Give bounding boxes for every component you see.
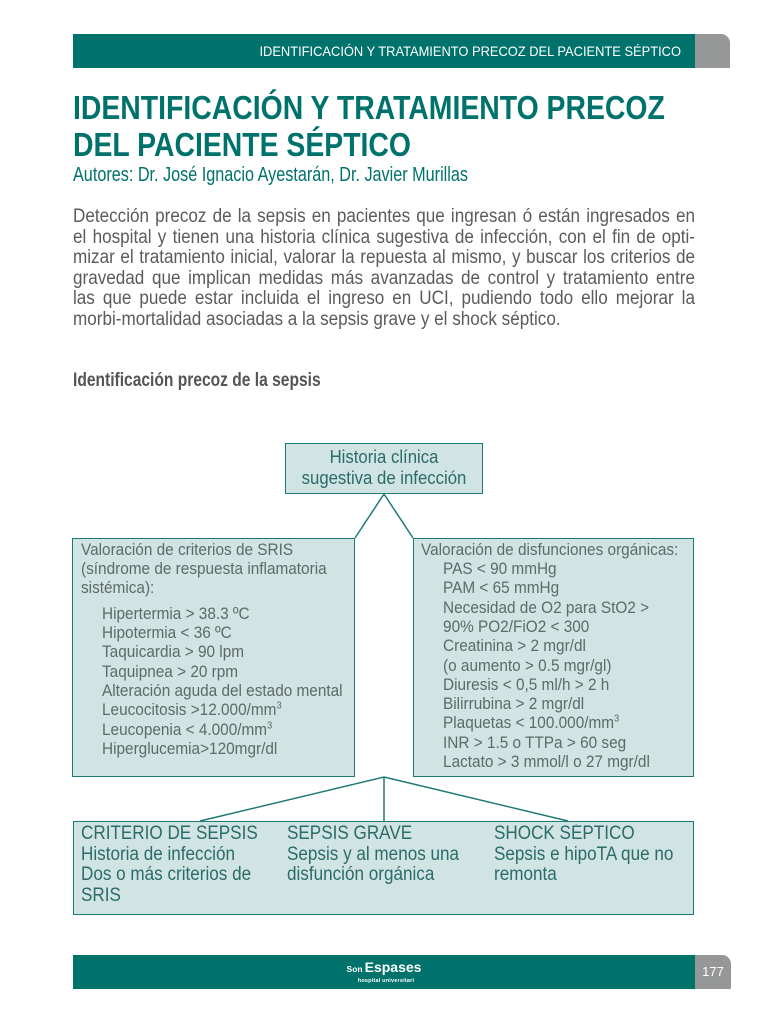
paragraph-line: Detección precoz de la sepsis en pacientes que ingresan ó están ingresados en — [73, 207, 695, 227]
column-line: Sepsis y al menos una — [286, 843, 459, 865]
logo-text-main: Espases — [364, 959, 422, 975]
hospital-logo — [73, 959, 695, 985]
column-line: disfunción orgánica — [286, 864, 434, 886]
criteria-item: Taquicardia > 90 lpm — [101, 643, 244, 662]
flowchart-box-history — [285, 443, 483, 494]
box-line: Historia clínica — [329, 447, 439, 467]
criteria-item — [102, 701, 354, 720]
page-number: 177 — [702, 964, 724, 979]
footer-tab — [695, 955, 731, 989]
box-header-line: (síndrome de respuesta inflamatoria — [80, 560, 327, 579]
criteria-list — [421, 560, 693, 772]
column-line: SRIS — [80, 885, 121, 907]
connector-line — [384, 777, 568, 821]
authors — [73, 164, 695, 188]
header-tab — [695, 34, 730, 68]
running-header — [81, 34, 681, 68]
superscript: 3 — [266, 720, 272, 732]
intro-paragraph — [73, 207, 695, 335]
section-heading-text: Identificación precoz de la sepsis — [73, 370, 321, 391]
flowchart-box-classification — [73, 821, 694, 915]
section-heading — [73, 370, 695, 394]
superscript: 3 — [613, 713, 619, 725]
criteria-item: Hipotermia < 36 ºC — [101, 624, 232, 643]
paragraph-line: las que puede estar incluida el ingreso en UCI, pudiendo todo ello mejorar la — [73, 288, 695, 310]
superscript: 3 — [275, 700, 282, 712]
running-header-title: IDENTIFICACIÓN Y TRATAMIENTO PRECOZ DEL PACIENTE SÉPTICO — [259, 43, 681, 59]
box-line: sugestiva de infección — [301, 468, 467, 488]
criteria-item: PAM < 65 mmHg — [442, 579, 559, 598]
connector-line — [384, 494, 413, 538]
box-header-line: sistémica): — [80, 579, 154, 598]
authors-text: Autores: Dr. José Ignacio Ayestarán, Dr. Javier Murillas — [73, 164, 468, 186]
box-header-line: Valoración de disfunciones orgánicas: — [420, 540, 678, 559]
criteria-item — [443, 714, 693, 733]
column-title: SEPSIS GRAVE — [286, 824, 412, 844]
flowchart-box-organ-dysfunction — [413, 538, 694, 777]
title-line: DEL PACIENTE SÉPTICO — [73, 126, 411, 163]
footer-bar — [73, 955, 695, 989]
column-title: CRITERIO DE SEPSIS — [80, 824, 258, 844]
criteria-item: INR > 1.5 o TTPa > 60 seg — [442, 733, 626, 752]
column-line: remonta — [493, 864, 557, 886]
criteria-item: Taquipnea > 20 rpm — [101, 662, 238, 681]
flowchart-box-sris — [72, 538, 355, 777]
criteria-item: Alteración aguda del estado mental — [101, 682, 343, 701]
criteria-item: Diuresis < 0,5 ml/h > 2 h — [442, 675, 609, 694]
criteria-item: Hipertermia > 38.3 ºC — [101, 604, 250, 623]
criteria-item-text: Plaquetas < 100.000/mm — [442, 714, 614, 733]
criteria-item-text: Leucocitosis >12.000/mm — [101, 701, 276, 720]
page-title — [73, 89, 695, 165]
running-header-bar — [73, 34, 695, 68]
paragraph-line: el hospital y tienen una historia clínica sugestiva de infección, con el fin de opti- — [73, 226, 695, 248]
logo-text-small: Son — [346, 964, 363, 974]
classification-column-sepsis — [81, 824, 281, 912]
criteria-item: Bilirrubina > 2 mgr/dl — [442, 695, 584, 714]
criteria-item-text: Leucopenia < 4.000/mm — [101, 720, 267, 739]
column-title: SHOCK SÉPTICO — [493, 824, 635, 844]
column-line: Historia de infección — [80, 843, 235, 865]
criteria-item — [102, 721, 354, 740]
paragraph-line: mizar el tratamiento inicial, valorar la repuesta al mismo, y buscar los criterios de — [73, 247, 695, 269]
column-line: Sepsis e hipoTA que no — [493, 843, 673, 865]
column-line: Dos o más criterios de — [80, 864, 251, 886]
criteria-item: Creatinina > 2 mgr/dl — [442, 637, 586, 656]
criteria-item: Hiperglucemia>120mgr/dl — [101, 739, 277, 758]
criteria-item: (o aumento > 0.5 mgr/gl) — [442, 656, 611, 675]
criteria-list — [81, 605, 354, 759]
criteria-item: PAS < 90 mmHg — [442, 560, 557, 579]
logo-subtitle: hospital universitari — [357, 978, 415, 984]
paragraph-line: gravedad que implican medidas más avanzadas de control y tratamiento entre — [73, 267, 695, 289]
criteria-item: Necesidad de O2 para StO2 > — [442, 598, 649, 617]
classification-column-septic-shock — [494, 824, 694, 912]
classification-column-severe-sepsis — [287, 824, 487, 912]
criteria-item: 90% PO2/FiO2 < 300 — [442, 617, 589, 636]
criteria-item: Lactato > 3 mmol/l o 27 mgr/dl — [442, 753, 650, 772]
paragraph-line: morbi-mortalidad asociadas a la sepsis grave y el shock séptico. — [73, 308, 561, 330]
box-header-line: Valoración de criterios de SRIS — [80, 540, 293, 559]
connector-line — [200, 777, 384, 821]
title-line: IDENTIFICACIÓN Y TRATAMIENTO PRECOZ — [73, 89, 665, 126]
connector-line — [355, 494, 384, 538]
